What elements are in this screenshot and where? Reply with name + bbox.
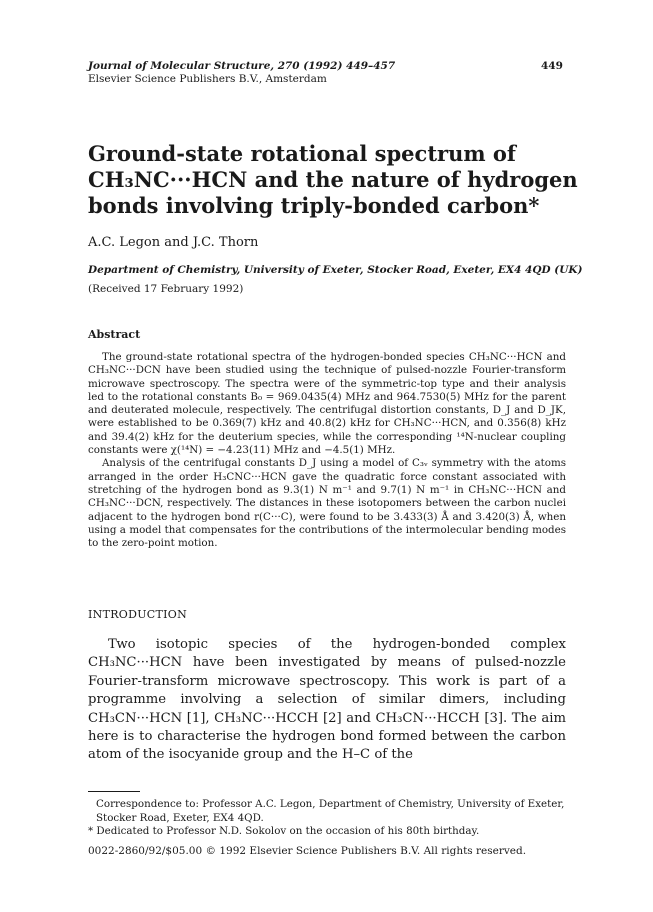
authors: A.C. Legon and J.C. Thorn	[88, 235, 259, 250]
introduction-body	[88, 636, 566, 765]
page-number: 449	[541, 60, 563, 72]
footnote-rule	[88, 791, 140, 792]
received-date: (Received 17 February 1992)	[88, 283, 244, 295]
footnotes	[88, 798, 566, 839]
abstract-paragraph: Analysis of the centrifugal constants D_J using a model of C₃ᵥ symmetry with the atoms arranged in the order H₃CNC···HCN gave the quadratic force constant associated with stretching of the hydrogen bond as 9.3(1) N m⁻¹ and 9.7(1) N m⁻¹ in CH₃NC···HCN and CH₃NC···DCN, respectively. The distances in these isotopomers between the carbon nuclei adjacent to the hydrogen bond r(C···C), were found to be 3.433(3) Å and 3.420(3) Å, when using a model that compensates for the contributions of the intermolecular bending modes to the zero-point motion.	[88, 457, 566, 550]
abstract-body	[88, 351, 566, 550]
abstract-paragraph: The ground-state rotational spectra of the hydrogen-bonded species CH₃NC···HCN and CH₃NC···DCN have been studied using the technique of pulsed-nozzle Fourier-transform microwave spectroscopy. The spectra were of the symmetric-top type and their analysis led to the rotational constants B₀ = 969.0435(4) MHz and 964.7530(5) MHz for the parent and deuterated molecule, respectively. The centrifugal distortion constants, D_J and D_JK, were established to be 0.369(7) kHz and 40.8(2) kHz for CH₃NC···HCN, and 0.356(8) kHz and 39.4(2) kHz for the deuterium species, while the corresponding ¹⁴N-nuclear coupling constants were χ(¹⁴N) = −4.23(11) MHz and −4.5(1) MHz.	[88, 351, 566, 457]
dedication-footnote: * Dedicated to Professor N.D. Sokolov on the occasion of his 80th birthday.	[88, 825, 480, 837]
introduction-heading: INTRODUCTION	[88, 608, 188, 621]
introduction-paragraph: Two isotopic species of the hydrogen-bonded complex CH₃NC···HCN have been investigated by means of pulsed-nozzle Fourier-transform microwave spectroscopy. This work is part of a programme involving a selection of similar dimers, including CH₃CN···HCN [1], CH₃NC···HCCH [2] and CH₃CN···HCCH [3]. The aim here is to characterise the hydrogen bond formed between the carbon atom of the isocyanide group and the H–C of the	[88, 637, 566, 763]
copyright-line: 0022-2860/92/$05.00 © 1992 Elsevier Science Publishers B.V. All rights reserved.	[88, 845, 527, 857]
abstract-heading: Abstract	[88, 328, 141, 341]
article-title: Ground-state rotational spectrum of CH₃NC···HCN and the nature of hydrogen bonds involving triply-bonded carbon*	[88, 141, 578, 218]
affiliation: Department of Chemistry, University of Exeter, Stocker Road, Exeter, EX4 4QD (UK)	[88, 264, 583, 276]
journal-citation: Journal of Molecular Structure, 270 (1992) 449–457	[88, 60, 396, 72]
publisher-line: Elsevier Science Publishers B.V., Amsterdam	[88, 73, 327, 85]
correspondence-footnote: Correspondence to: Professor A.C. Legon, Department of Chemistry, University of Exeter, Stocker Road, Exeter, EX4 4QD.	[96, 798, 565, 824]
